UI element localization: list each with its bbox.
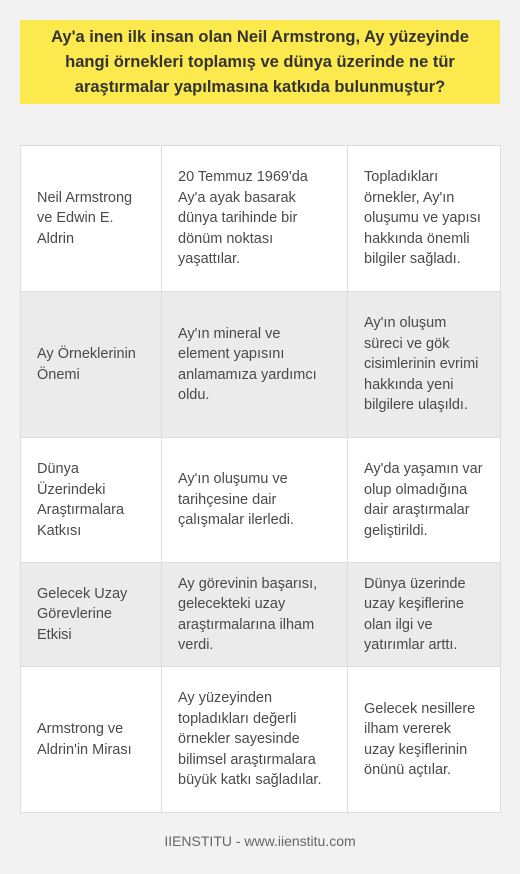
page-title: Ay'a inen ilk insan olan Neil Armstrong, Ay yüzeyinde hangi örnekleri toplamış ve dünya üzerinde ne tür araştırmalar yapılmasına katkıda bulunmuştur? <box>51 27 469 96</box>
topic-cell: Ay Örneklerinin Önemi <box>21 292 162 438</box>
result-cell: Gelecek nesillere ilham vererek uzay keşiflerinin önünü açtılar. <box>348 667 501 813</box>
table-row <box>21 438 501 563</box>
detail-cell: Ay'ın oluşumu ve tarihçesine dair çalışmalar ilerledi. <box>162 438 348 563</box>
table-row <box>21 146 501 292</box>
detail-cell: Ay'ın mineral ve element yapısını anlamamıza yardımcı oldu. <box>162 292 348 438</box>
detail-cell: Ay görevinin başarısı, gelecekteki uzay araştırmalarına ilham verdi. <box>162 563 348 667</box>
detail-cell: 20 Temmuz 1969'da Ay'a ayak basarak dünya tarihinde bir dönüm noktası yaşattılar. <box>162 146 348 292</box>
result-cell: Dünya üzerinde uzay keşiflerine olan ilgi ve yatırımlar arttı. <box>348 563 501 667</box>
table-row <box>21 292 501 438</box>
topic-cell: Dünya Üzerindeki Araştırmalara Katkısı <box>21 438 162 563</box>
info-table <box>20 145 501 813</box>
topic-cell: Armstrong ve Aldrin'in Mirası <box>21 667 162 813</box>
title-banner <box>20 20 500 104</box>
result-cell: Ay'da yaşamın var olup olmadığına dair araştırmalar geliştirildi. <box>348 438 501 563</box>
footer-credit: IIENSTITU - www.iienstitu.com <box>164 833 356 849</box>
table-row <box>21 563 501 667</box>
result-cell: Ay'ın oluşum süreci ve gök cisimlerinin evrimi hakkında yeni bilgilere ulaşıldı. <box>348 292 501 438</box>
topic-cell: Neil Armstrong ve Edwin E. Aldrin <box>21 146 162 292</box>
result-cell: Topladıkları örnekler, Ay'ın oluşumu ve yapısı hakkında önemli bilgiler sağladı. <box>348 146 501 292</box>
detail-cell: Ay yüzeyinden topladıkları değerli örnekler sayesinde bilimsel araştırmalara büyük katkı sağladılar. <box>162 667 348 813</box>
table-row <box>21 667 501 813</box>
topic-cell: Gelecek Uzay Görevlerine Etkisi <box>21 563 162 667</box>
